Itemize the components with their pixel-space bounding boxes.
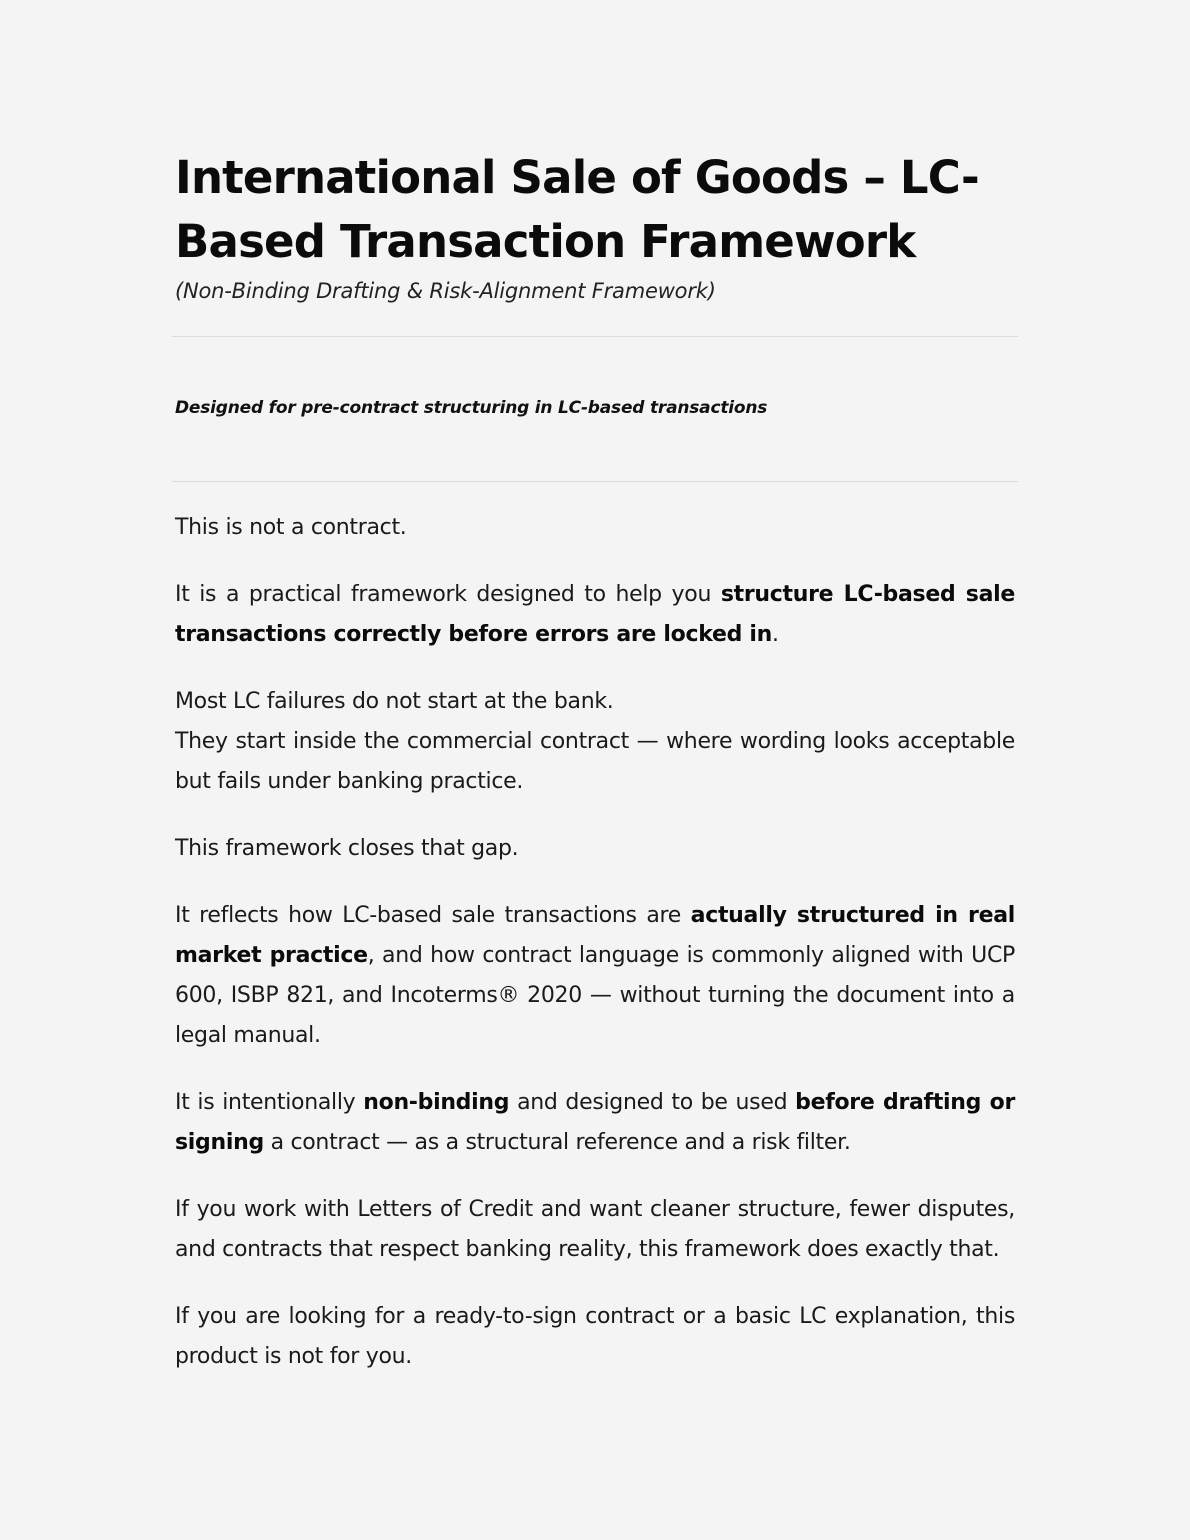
paragraph-failures bbox=[175, 682, 1015, 802]
paragraph-emphasis: actually structured in real market practice bbox=[175, 903, 1015, 968]
paragraph-emphasis-1: non-binding bbox=[363, 1090, 510, 1115]
paragraph-tail: a contract — as a structural reference and a risk filter. bbox=[263, 1130, 851, 1155]
paragraph-text: This is not a contract. bbox=[175, 515, 407, 540]
paragraph-market-practice bbox=[175, 896, 1015, 1056]
paragraph-non-binding bbox=[175, 1083, 1015, 1163]
paragraph-closes-gap bbox=[175, 829, 1015, 869]
paragraph-purpose bbox=[175, 575, 1015, 655]
paragraph-lead: It is intentionally bbox=[175, 1090, 364, 1115]
paragraph-tail: . bbox=[771, 622, 779, 647]
paragraph-line-1: Most LC failures do not start at the bank. bbox=[175, 689, 614, 714]
paragraph-text: If you work with Letters of Credit and want cleaner structure, fewer disputes, and contracts that respect banking reality, this framework does exactly that. bbox=[175, 1197, 1015, 1262]
paragraph-tail: , and how contract language is commonly aligned with UCP 600, ISBP 821, and Incoterms® 2020 — without turning the document into a legal manual. bbox=[175, 943, 1016, 1048]
paragraph-emphasis: structure LC-based sale transactions correctly before errors are locked in bbox=[175, 582, 1016, 647]
paragraph-lead: It reflects how LC-based sale transactions are bbox=[175, 903, 691, 928]
divider-top bbox=[172, 336, 1018, 337]
paragraph-lead: It is a practical framework designed to help you bbox=[175, 582, 721, 607]
body-text bbox=[175, 508, 1015, 1404]
paragraph-not-for-you bbox=[175, 1297, 1015, 1377]
paragraph-text: This framework closes that gap. bbox=[175, 836, 519, 861]
document-title: International Sale of Goods – LC-Based Transaction Framework bbox=[175, 151, 979, 268]
document-subtitle: (Non-Binding Drafting & Risk-Alignment Framework) bbox=[175, 279, 716, 303]
paragraph-line-2: They start inside the commercial contract — where wording looks acceptable but fails under banking practice. bbox=[175, 729, 1015, 794]
paragraph-emphasis-2: before drafting or signing bbox=[175, 1090, 1016, 1155]
paragraph-audience bbox=[175, 1190, 1015, 1270]
paragraph-mid: and designed to be used bbox=[509, 1090, 796, 1115]
paragraph-not-contract bbox=[175, 508, 1015, 548]
paragraph-text: If you are looking for a ready-to-sign contract or a basic LC explanation, this product is not for you. bbox=[175, 1304, 1015, 1369]
tagline: Designed for pre-contract structuring in LC-based transactions bbox=[175, 398, 768, 418]
divider-bottom bbox=[172, 481, 1018, 482]
header-section bbox=[175, 146, 1017, 306]
